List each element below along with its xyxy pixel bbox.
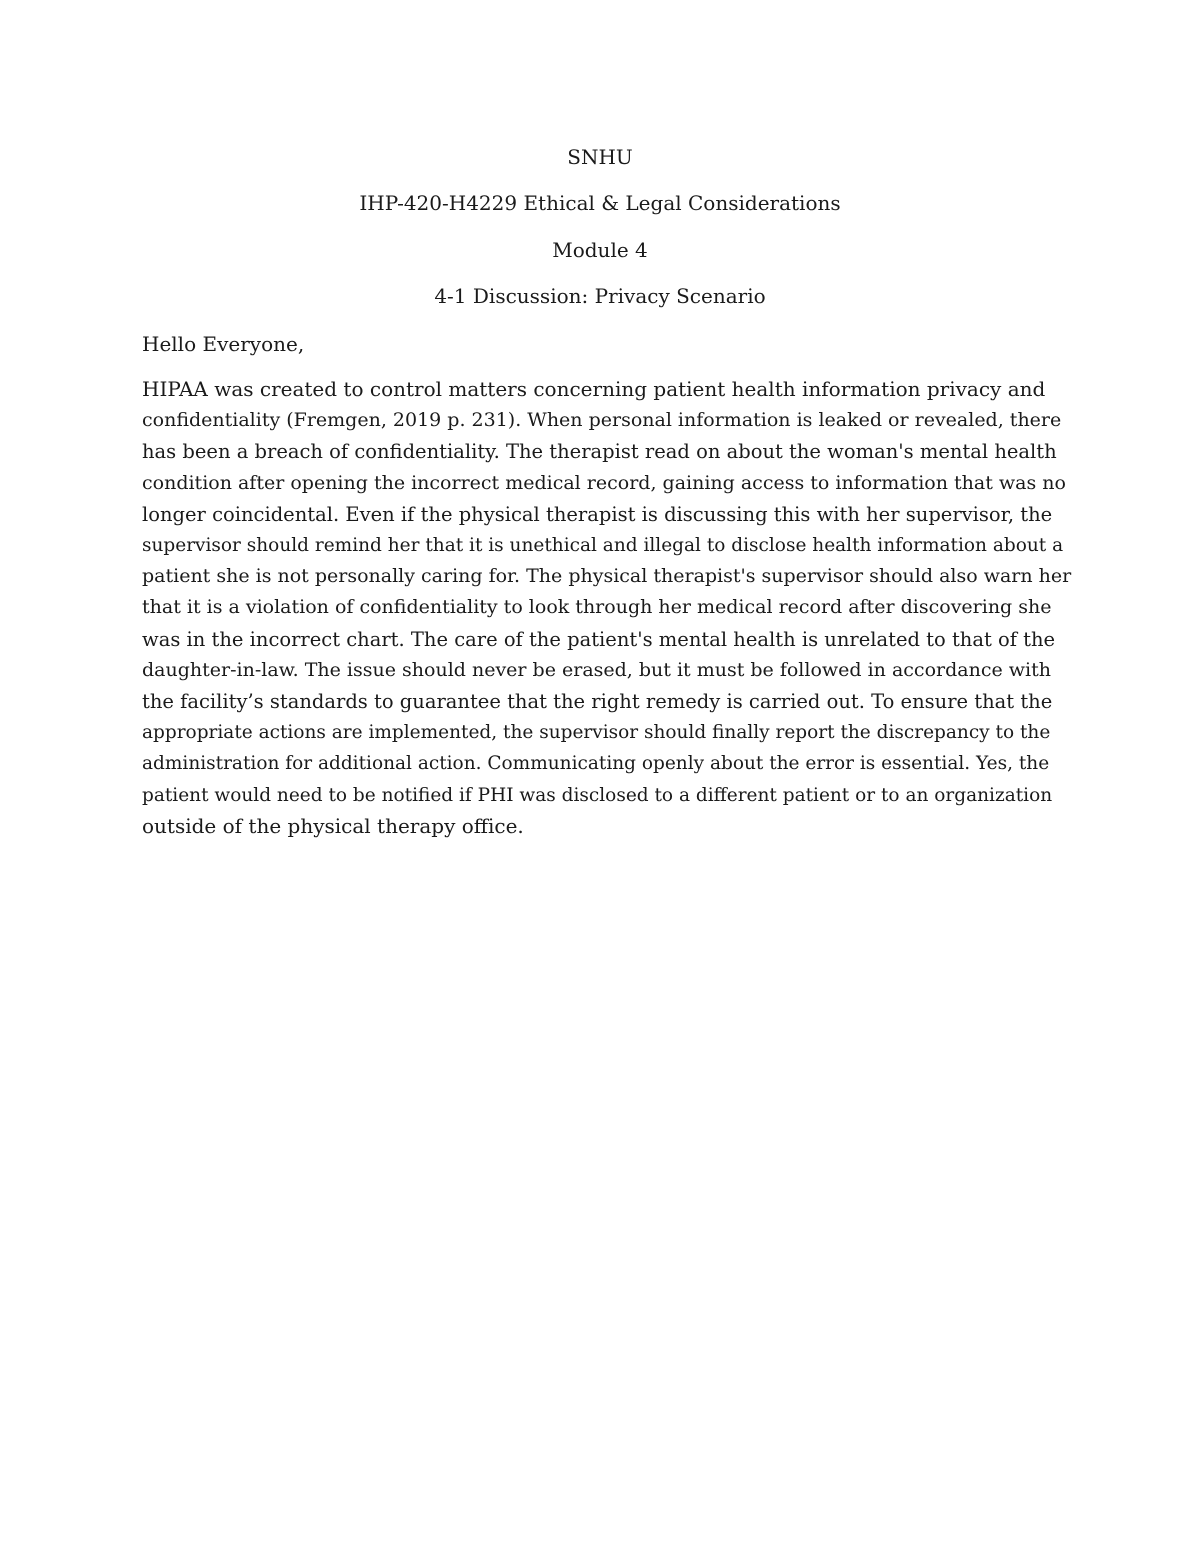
body-line: condition after opening the incorrect medical record, gaining access to information that was no bbox=[142, 471, 1066, 494]
body-line: patient she is not personally caring for. The physical therapist's supervisor should also warn her bbox=[142, 565, 1072, 588]
body-line: was in the incorrect chart. The care of the patient's mental health is unrelated to that of the bbox=[142, 627, 1056, 651]
body-line: administration for additional action. Communicating openly about the error is essential. Yes, the bbox=[142, 753, 1050, 775]
salutation: Hello Everyone, bbox=[142, 332, 305, 356]
body-line: confidentiality (Fremgen, 2019 p. 231). When personal information is leaked or revealed, there bbox=[142, 409, 1062, 432]
body-line: longer coincidental. Even if the physical therapist is discussing this with her supervisor, the bbox=[142, 502, 1053, 526]
institution-heading: SNHU bbox=[567, 145, 633, 169]
body-line: the facility’s standards to guarantee that the right remedy is carried out. To ensure that the bbox=[142, 690, 1053, 714]
body-paragraph bbox=[142, 374, 1072, 842]
module-heading: Module 4 bbox=[552, 238, 648, 262]
body-line: patient would need to be notified if PHI was disclosed to a different patient or to an organization bbox=[142, 784, 1053, 806]
body-line: has been a breach of confidentiality. The therapist read on about the woman's mental health bbox=[142, 440, 1057, 464]
body-line: appropriate actions are implemented, the supervisor should finally report the discrepancy to the bbox=[142, 722, 1051, 744]
body-line: outside of the physical therapy office. bbox=[142, 813, 524, 838]
body-line: daughter-in-law. The issue should never be erased, but it must be followed in accordance with bbox=[142, 658, 1051, 681]
body-line: HIPAA was created to control matters concerning patient health information privacy and bbox=[142, 377, 1046, 401]
body-line: that it is a violation of confidentiality to look through her medical record after discovering she bbox=[142, 596, 1052, 619]
course-title-heading: IHP-420-H4229 Ethical & Legal Considerations bbox=[359, 191, 841, 215]
body-line: supervisor should remind her that it is unethical and illegal to disclose health information about a bbox=[142, 535, 1064, 557]
assignment-title-heading: 4-1 Discussion: Privacy Scenario bbox=[434, 284, 766, 308]
